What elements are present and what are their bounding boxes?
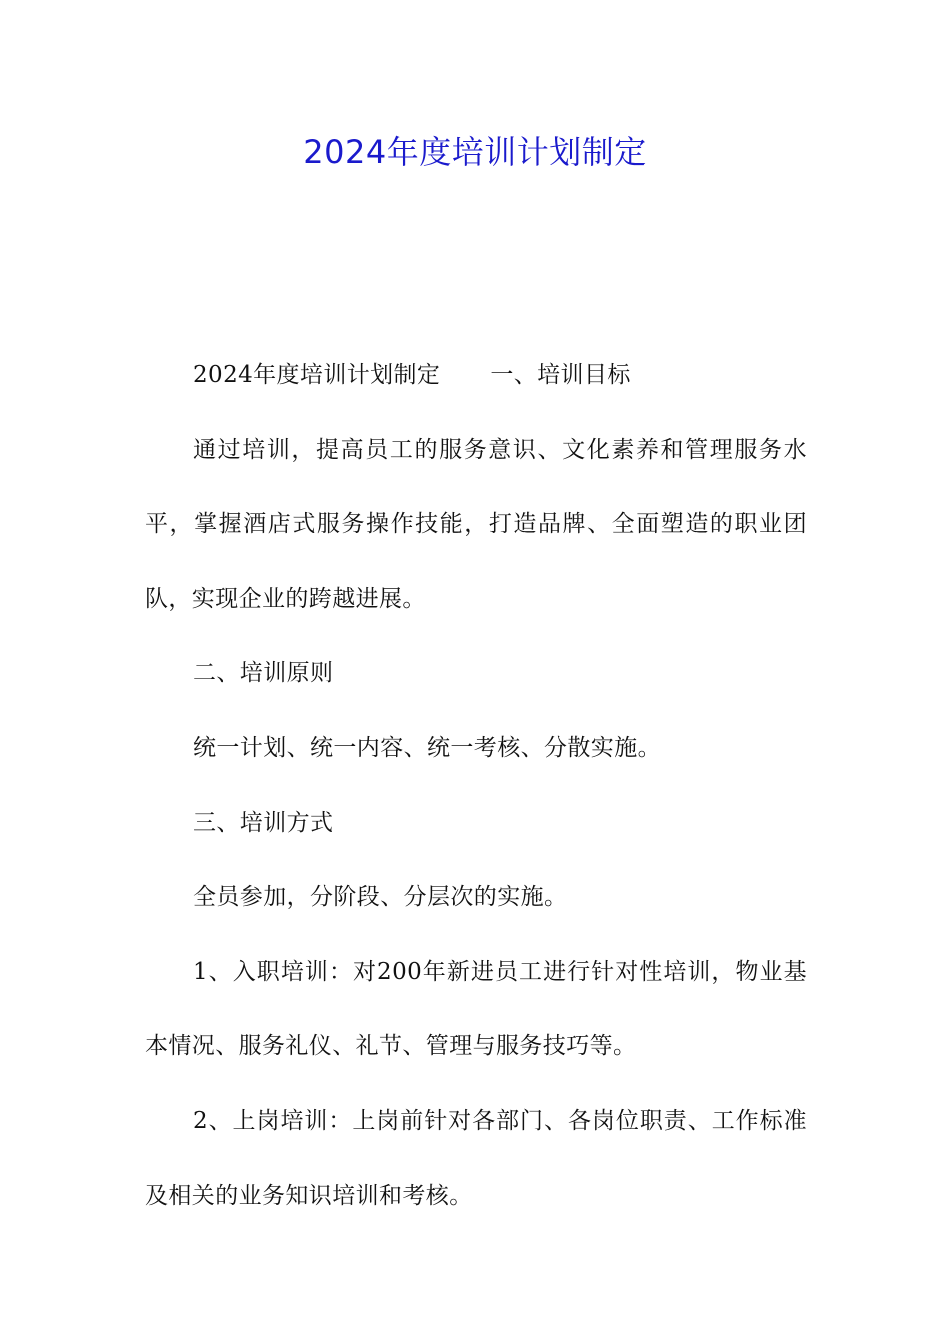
section-heading-principle: 二、培训原则 [193, 660, 334, 687]
intro-line [145, 338, 807, 413]
paragraph-item-2: 2、上岗培训：上岗前针对各部门、各岗位职责、工作标准及相关的业务知识培训和考核。 [145, 1107, 807, 1209]
paragraph-item-1: 1、入职培训：对200年新进员工进行针对性培训，物业基本情况、服务礼仪、礼节、管理与服务技巧等。 [145, 958, 807, 1060]
paragraph-method: 全员参加，分阶段、分层次的实施。 [193, 884, 568, 911]
document-title: 2024年度培训计划制定 [303, 133, 647, 171]
section-heading-method: 三、培训方式 [193, 809, 334, 836]
paragraph-principle: 统一计划、统一内容、统一考核、分散实施。 [193, 734, 661, 761]
paragraph-goal: 通过培训，提高员工的服务意识、文化素养和管理服务水平，掌握酒店式服务操作技能，打造品牌、全面塑造的职业团队，实现企业的跨越进展。 [145, 436, 807, 612]
intro-lead: 2024年度培训计划制定 [193, 362, 441, 388]
section-heading-goal: 一、培训目标 [490, 362, 631, 388]
document-body [145, 338, 807, 1233]
